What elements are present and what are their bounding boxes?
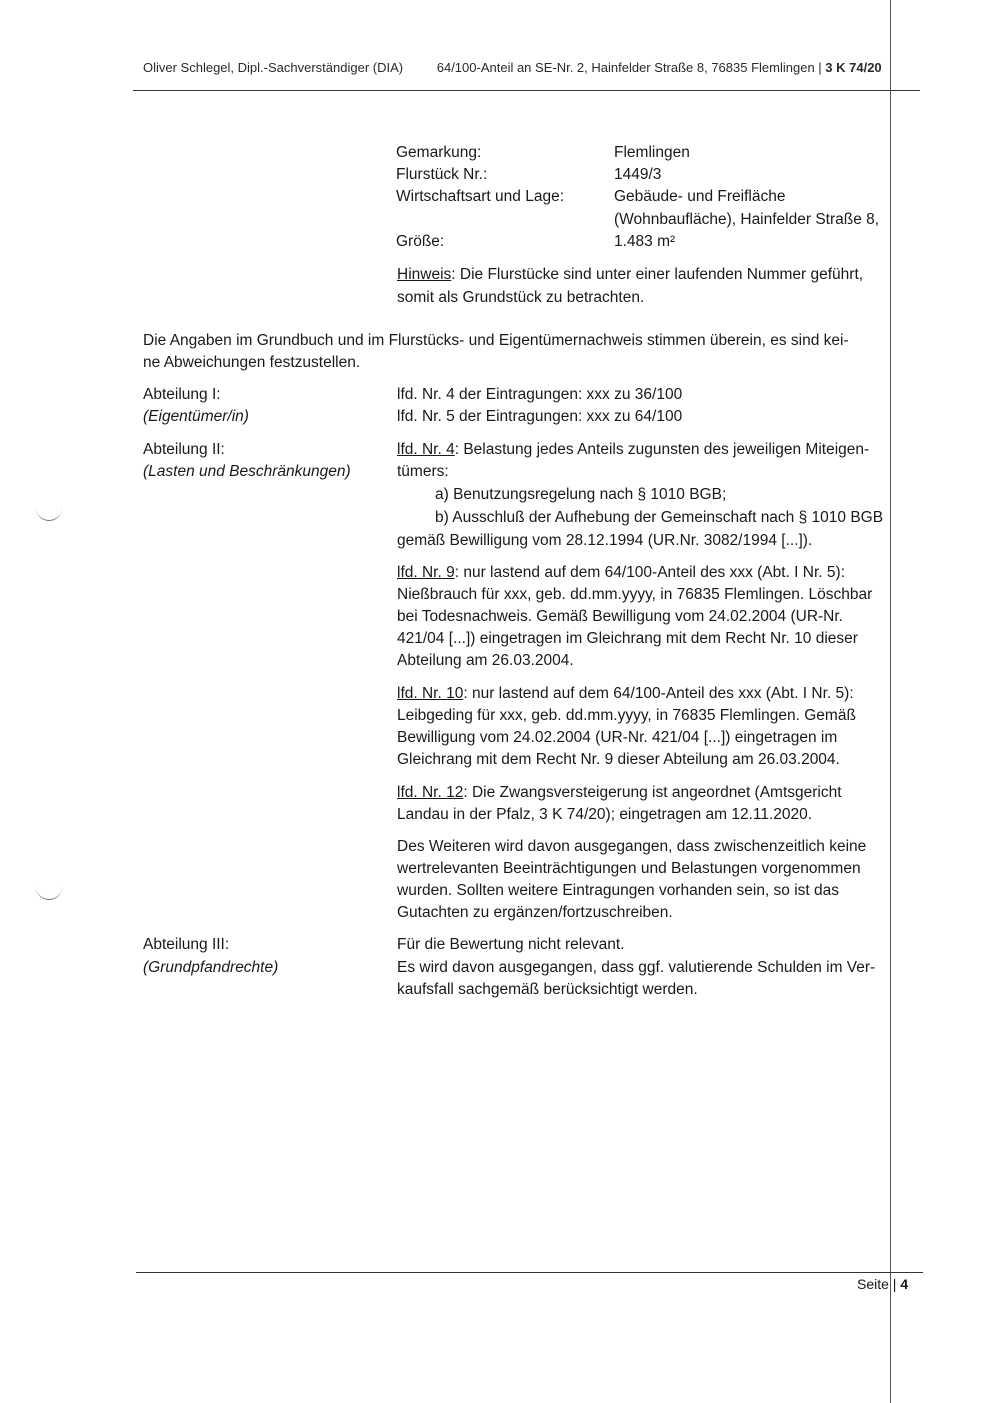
page-number-value: 4 [900,1276,909,1292]
abt2-entry-4-text: : Belastung jedes Anteils zugunsten des jeweiligen Miteigen- [454,441,870,458]
label-wirtschaftsart: Wirtschaftsart und Lage: [396,188,564,205]
abt2-entry-9-line-1 [397,562,845,584]
abt3-sublabel: (Grundpfandrechte) [143,959,279,976]
abt2-entry-10-ref: lfd. Nr. 10 [397,685,464,702]
value-flurstueck: 1449/3 [614,166,662,183]
abt2-entry-10-text: : nur lastend auf dem 64/100-Anteil des xxx (Abt. I Nr. 5): [463,685,854,702]
label-flurstueck: Flurstück Nr.: [396,166,488,183]
abt2-entry-4-item-b: b) Ausschluß der Aufhebung der Gemeinschaft nach § 1010 BGB [435,509,884,526]
abt2-entry-12-line-1 [397,782,842,804]
abt2-entry-12-text: : Die Zwangsversteigerung ist angeordnet (Amtsgericht [463,784,842,801]
hinweis-text: : Die Flurstücke sind unter einer laufenden Nummer geführt, [451,266,864,283]
value-wirtschaftsart-2: (Wohnbaufläche), Hainfelder Straße 8, [614,211,880,228]
value-gemarkung: Flemlingen [614,144,690,161]
abt2-entry-9-line-3: bei Todesnachweis. Gemäß Bewilligung vom 24.02.2004 (UR-Nr. [397,608,843,625]
abt3-line-2: Es wird davon ausgegangen, dass ggf. valutierende Schulden im Ver- [397,959,876,976]
header-object: 64/100-Anteil an SE-Nr. 2, Hainfelder Straße 8, 76835 Flemlingen | [436,60,822,75]
abt2-entry-4-item-a: a) Benutzungsregelung nach § 1010 BGB; [435,486,727,503]
abt2-entry-10-line-3: Bewilligung vom 24.02.2004 (UR-Nr. 421/04 [...]) eingetragen im [397,729,838,746]
abt2-note-line-1: Des Weiteren wird davon ausgegangen, dass zwischenzeitlich keine [397,838,867,855]
abt2-note-line-2: wertrelevanten Beeinträchtigungen und Belastungen vorgenommen [397,860,861,877]
header-rule [133,90,920,91]
hinweis-label: Hinweis [397,266,452,283]
page-header [143,60,923,75]
abt1-sublabel: (Eigentümer/in) [143,408,249,425]
abt2-entry-4-line-3: gemäß Bewilligung vom 28.12.1994 (UR.Nr. 3082/1994 [...]). [397,532,813,549]
abt1-entry-2: lfd. Nr. 5 der Eintragungen: xxx zu 64/100 [397,408,683,425]
value-wirtschaftsart-1: Gebäude- und Freifläche [614,188,786,205]
abt2-entry-4-line-1 [397,439,869,461]
abt2-entry-9-line-2: Nießbrauch für xxx, geb. dd.mm.yyyy, in 76835 Flemlingen. Löschbar [397,586,873,603]
label-gemarkung: Gemarkung: [396,144,482,161]
abt3-label: Abteilung III: [143,936,230,953]
abt2-entry-4-line-2: tümers: [397,463,449,480]
punch-hole-mark [36,508,62,521]
abt2-entry-10-line-1 [397,683,854,705]
abt2-entry-12-line-2: Landau in der Pfalz, 3 K 74/20); eingetragen am 12.11.2020. [397,806,813,823]
header-case-number: 3 K 74/20 [825,60,882,75]
abt2-label: Abteilung II: [143,441,225,458]
abt2-sublabel: (Lasten und Beschränkungen) [143,463,351,480]
abt1-entry-1: lfd. Nr. 4 der Eintragungen: xxx zu 36/100 [397,386,683,403]
hinweis-line-1 [397,264,917,286]
scan-edge-line [890,0,891,1403]
abt2-entry-10-line-2: Leibgeding für xxx, geb. dd.mm.yyyy, in 76835 Flemlingen. Gemäß [397,707,856,724]
abt1-label: Abteilung I: [143,386,221,403]
page-number [857,1276,908,1292]
footer-rule [136,1272,923,1273]
intro-line-2: ne Abweichungen festzustellen. [143,354,361,371]
page-number-label: Seite | [857,1276,897,1292]
intro-line-1: Die Angaben im Grundbuch und im Flurstücks- und Eigentümernachweis stimmen überein, es sind kei- [143,332,849,349]
abt2-note-line-3: wurden. Sollten weitere Eintragungen vorhanden sein, so ist das [397,882,840,899]
abt2-entry-9-text: : nur lastend auf dem 64/100-Anteil des xxx (Abt. I Nr. 5): [454,564,845,581]
abt3-line-3: kaufsfall sachgemäß berücksichtigt werden. [397,981,698,998]
abt2-entry-12-ref: lfd. Nr. 12 [397,784,464,801]
header-author: Oliver Schlegel, Dipl.-Sachverständiger (DIA) [143,60,404,75]
abt2-entry-4-ref: lfd. Nr. 4 [397,441,455,458]
value-groesse: 1.483 m² [614,233,676,250]
abt2-entry-9-ref: lfd. Nr. 9 [397,564,455,581]
abt2-note-line-4: Gutachten zu ergänzen/fortzuschreiben. [397,904,673,921]
abt2-entry-10-line-4: Gleichrang mit dem Recht Nr. 9 dieser Abteilung am 26.03.2004. [397,751,840,768]
abt2-entry-9-line-5: Abteilung am 26.03.2004. [397,652,574,669]
hinweis-line-2: somit als Grundstück zu betrachten. [397,289,645,306]
label-groesse: Größe: [396,233,445,250]
abt3-line-1: Für die Bewertung nicht relevant. [397,936,625,953]
abt2-entry-9-line-4: 421/04 [...]) eingetragen im Gleichrang mit dem Recht Nr. 10 dieser [397,630,858,647]
punch-hole-mark [36,887,62,900]
